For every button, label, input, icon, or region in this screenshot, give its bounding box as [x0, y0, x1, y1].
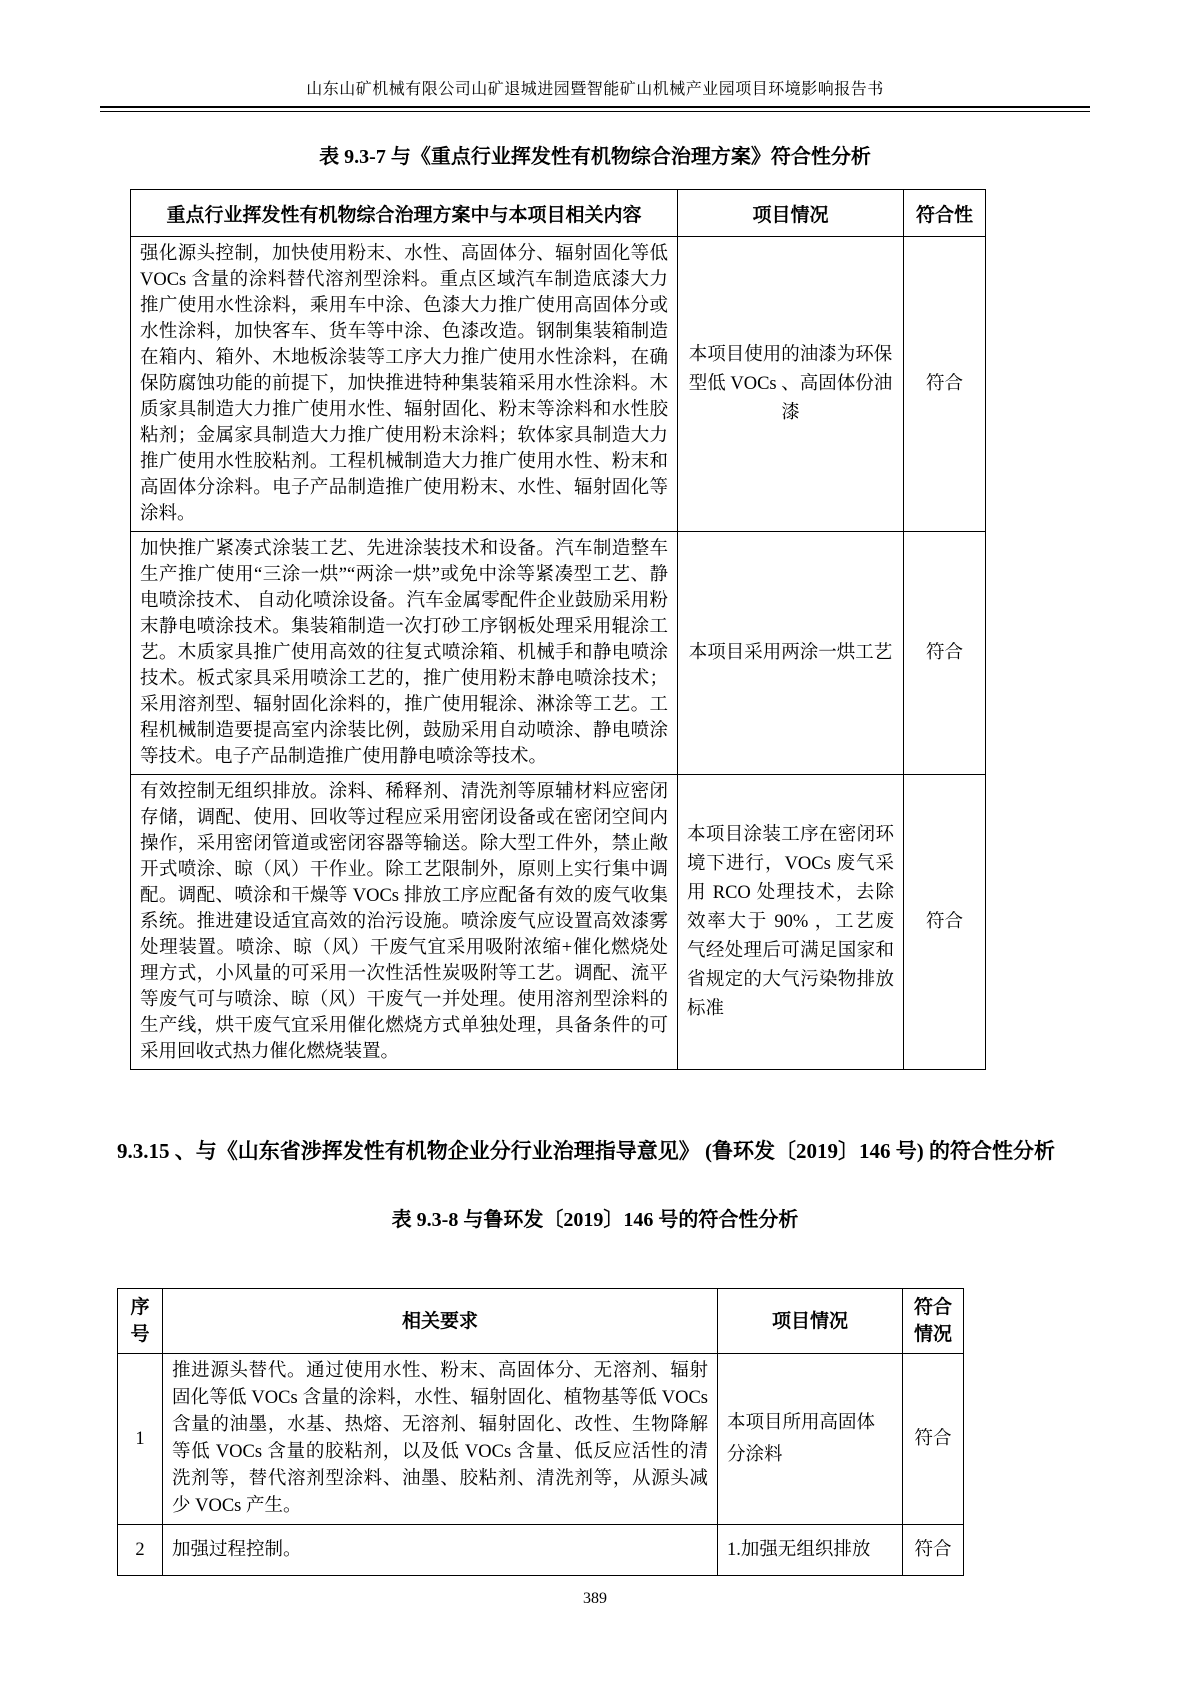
table2-header-project: 项目情况 [718, 1289, 903, 1354]
table2-row1-no: 1 [118, 1354, 163, 1525]
table1-row3-requirement: 有效控制无组织排放。涂料、稀释剂、清洗剂等原辅材料应密闭存储，调配、使用、回收等过程应采用密闭设备或在密闭空间内操作，采用密闭管道或密闭容器等输送。除大型工件外，禁止敞开式喷涂、晾（风）干作业。除工艺限制外，原则上实行集中调配。调配、喷涂和干燥等 VOCs 排放工序应配备有效的废气收集系统。推进建设适宜高效的治污设施。喷涂废气应设置高效漆雾处理装置。喷涂、晾（风）干废气宜采用吸附浓缩+催化燃烧处理方式，小风量的可采用一次性活性炭吸附等工艺。调配、流平等废气可与喷涂、晾（风）干废气一并处理。使用溶剂型涂料的生产线，烘干废气宜采用催化燃烧方式单独处理，具备条件的可采用回收式热力催化燃烧装置。 [131, 775, 678, 1070]
table2-title: 表 9.3-8 与鲁环发〔2019〕146 号的符合性分析 [391, 1209, 799, 1231]
page-header: 山东山矿机械有限公司山矿退城进园暨智能矿山机械产业园项目环境影响报告书 [306, 81, 884, 98]
table1-row2-conformity: 符合 [904, 532, 986, 775]
table2-row [118, 1525, 964, 1576]
table2-row2-requirement: 加强过程控制。 [163, 1525, 718, 1576]
table1-header-requirement: 重点行业挥发性有机物综合治理方案中与本项目相关内容 [131, 190, 678, 237]
table1-row1-project: 本项目使用的油漆为环保型低 VOCs 、高固体份油漆 [678, 237, 904, 532]
page-number: 389 [583, 1590, 607, 1607]
table1-row3-conformity: 符合 [904, 775, 986, 1070]
table2-header-requirement: 相关要求 [163, 1289, 718, 1354]
table2-row2-project: 1.加强无组织排放 [718, 1525, 903, 1576]
table1-row3-project: 本项目涂装工序在密闭环境下进行，VOCs 废气采用 RCO 处理技术，去除效率大于 90% ，工艺废气经处理后可满足国家和省规定的大气污染物排放标准 [678, 775, 904, 1070]
table1-row [131, 237, 986, 532]
table2-header-conformity: 符合情况 [903, 1289, 964, 1354]
table2-header-no: 序号 [118, 1289, 163, 1354]
table2-row2-no: 2 [118, 1525, 163, 1576]
table2-compliance-analysis [117, 1288, 964, 1576]
table1-row2-requirement: 加快推广紧凑式涂装工艺、先进涂装技术和设备。汽车制造整车生产推广使用“三涂一烘”“两涂一烘”或免中涂等紧凑型工艺、静电喷涂技术、 自动化喷涂设备。汽车金属零配件企业鼓励采用粉末静电喷涂技术。集装箱制造一次打砂工序钢板处理采用辊涂工艺。木质家具推广使用高效的往复式喷涂箱、机械手和静电喷涂技术。板式家具采用喷涂工艺的，推广使用粉末静电喷涂技术；采用溶剂型、辐射固化涂料的，推广使用辊涂、淋涂等工艺。工程机械制造要提高室内涂装比例，鼓励采用自动喷涂、静电喷涂等技术。电子产品制造推广使用静电喷涂等技术。 [131, 532, 678, 775]
table2-row [118, 1354, 964, 1525]
table1-row1-requirement: 强化源头控制，加快使用粉末、水性、高固体分、辐射固化等低 VOCs 含量的涂料替代溶剂型涂料。重点区域汽车制造底漆大力推广使用水性涂料，乘用车中涂、色漆大力推广使用高固体分或水性涂料，加快客车、货车等中涂、色漆改造。钢制集装箱制造在箱内、箱外、木地板涂装等工序大力推广使用水性涂料，在确保防腐蚀功能的前提下，加快推进特种集装箱采用水性涂料。木质家具制造大力推广使用水性、辐射固化、粉末等涂料和水性胶粘剂；金属家具制造大力推广使用粉末涂料；软体家具制造大力推广使用水性胶粘剂。工程机械制造大力推广使用水性、粉末和高固体分涂料。电子产品制造推广使用粉末、水性、辐射固化等涂料。 [131, 237, 678, 532]
table1-compliance-analysis [130, 189, 986, 1070]
table1-header-project: 项目情况 [678, 190, 904, 237]
table1-row [131, 532, 986, 775]
header-divider [100, 106, 1090, 112]
table2-row1-requirement: 推进源头替代。通过使用水性、粉末、高固体分、无溶剂、辐射固化等低 VOCs 含量的涂料，水性、辐射固化、植物基等低 VOCs 含量的油墨，水基、热熔、无溶剂、辐射固化、改性、生物降解等低 VOCs 含量的胶粘剂，以及低 VOCs 含量、低反应活性的清洗剂等，替代溶剂型涂料、油墨、胶粘剂、清洗剂等，从源头减少 VOCs 产生。 [163, 1354, 718, 1525]
table1-row2-project: 本项目采用两涂一烘工艺 [678, 532, 904, 775]
table1-row1-conformity: 符合 [904, 237, 986, 532]
table1-header-row [131, 190, 986, 237]
table2-row1-project: 本项目所用高固体分涂料 [718, 1354, 903, 1525]
table1-title: 表 9.3-7 与《重点行业挥发性有机物综合治理方案》符合性分析 [319, 146, 871, 168]
table1-row [131, 775, 986, 1070]
section-heading-9-3-15: 9.3.15 、与《山东省涉挥发性有机物企业分行业治理指导意见》 (鲁环发〔2019〕146 号) 的符合性分析 [117, 1139, 1055, 1163]
table2-row2-conformity: 符合 [903, 1525, 964, 1576]
table1-header-conformity: 符合性 [904, 190, 986, 237]
table2-row1-conformity: 符合 [903, 1354, 964, 1525]
table2-header-row [118, 1289, 964, 1354]
